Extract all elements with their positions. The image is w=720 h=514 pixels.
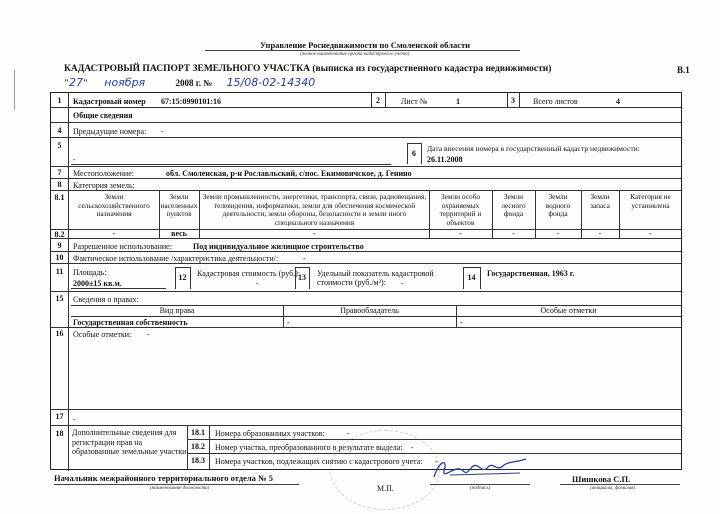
stamp-seal bbox=[330, 430, 440, 510]
position-note: (наименование должности) bbox=[150, 486, 210, 491]
permitted-use-label: Разрешенное использование: bbox=[73, 242, 172, 251]
rights-label: Сведения о правах: bbox=[73, 295, 139, 304]
actual-use-value: - bbox=[303, 254, 306, 263]
total-sheets-label: Всего листов bbox=[533, 97, 578, 106]
row-number-11: 11 bbox=[55, 267, 64, 276]
organization-name: Управление Роснедвижимости по Смоленской области bbox=[260, 40, 471, 50]
row-number-8-2: 8.2 bbox=[54, 230, 65, 239]
row-number-1: 1 bbox=[57, 96, 62, 105]
row-number-2: 2 bbox=[376, 96, 380, 105]
general-info-heading: Общие сведения bbox=[73, 111, 133, 120]
deregistered-plots-value: - bbox=[435, 457, 438, 466]
deregistered-plots-label: Номера участков, подлежащих снятию с кадастрового учета: bbox=[215, 457, 423, 466]
category-col-protected: Земли особо охраняемых территорий и объектов bbox=[439, 192, 482, 227]
registration-date-label: Дата внесения номера в государственный кадастр недвижимости: bbox=[427, 144, 640, 153]
row-number-13: 13 bbox=[298, 273, 306, 282]
category-value-water: - bbox=[556, 229, 560, 238]
sheet-code: В.1 bbox=[677, 65, 690, 75]
row-number-10: 10 bbox=[55, 253, 64, 262]
state-ownership-value: Государственная, 1963 г. bbox=[487, 269, 575, 278]
category-col-settlements: Земли населенных пунктов bbox=[160, 192, 198, 218]
formed-plots-label: Номера образованных участков: bbox=[215, 429, 325, 438]
position-underline bbox=[54, 484, 299, 485]
transformed-plot-value: - bbox=[411, 443, 414, 452]
special-notes-value: - bbox=[147, 330, 150, 339]
previous-numbers-label: Предыдущие номера: bbox=[73, 127, 147, 136]
name-note: (инициалы, фамилия) bbox=[590, 486, 636, 491]
rights-type-value: Государственная собственность bbox=[73, 318, 188, 327]
row-number-14: 14 bbox=[467, 273, 476, 282]
signature-underline bbox=[430, 484, 530, 485]
category-value-undefined: - bbox=[649, 229, 652, 238]
category-value-protected: - bbox=[459, 229, 462, 238]
row-number-8-1: 8.1 bbox=[54, 193, 65, 202]
formed-plots-value: - bbox=[347, 429, 350, 438]
location-label: Местоположение: bbox=[73, 169, 134, 178]
row-number-4: 4 bbox=[57, 126, 62, 135]
specific-cost-value: - bbox=[401, 279, 404, 288]
row-number-16: 16 bbox=[55, 329, 64, 338]
rights-col-notes: Особые отметки bbox=[540, 306, 597, 315]
date-day: 27 bbox=[69, 76, 83, 89]
land-category-label: Категория земель: bbox=[73, 181, 135, 190]
area-label: Площадь: bbox=[73, 268, 107, 277]
row-number-9: 9 bbox=[57, 241, 62, 250]
row-number-6: 6 bbox=[412, 149, 416, 158]
passport-table bbox=[50, 92, 682, 470]
actual-use-label: Фактическое использование /характеристика деятельности/: bbox=[73, 254, 279, 263]
area-value: 2000±15 кв.м. bbox=[73, 279, 122, 288]
previous-numbers-value: - bbox=[161, 127, 164, 136]
row-number-18-1: 18.1 bbox=[191, 428, 205, 437]
cadastral-number-value: 67:15:0990101:16 bbox=[161, 97, 221, 106]
page-edge-mark bbox=[14, 70, 20, 110]
category-value-industry: - bbox=[313, 229, 316, 238]
total-sheets-value: 4 bbox=[616, 97, 620, 106]
document-title: КАДАСТРОВЫЙ ПАСПОРТ ЗЕМЕЛЬНОГО УЧАСТКА (выписка из государственного кадастра недвижимости) bbox=[64, 64, 552, 74]
rights-col-holder: Правообладатель bbox=[340, 306, 399, 315]
row-number-18-3: 18.3 bbox=[191, 456, 205, 465]
row-number-18: 18 bbox=[55, 429, 64, 438]
organization-note: (полное наименование органа кадастрового учета) bbox=[300, 52, 410, 57]
row-17-value: - bbox=[73, 415, 76, 424]
transformed-plot-label: Номер участка, преобразованного в результате выдела: bbox=[215, 443, 403, 452]
date-month: ноября bbox=[104, 76, 146, 89]
signature-image bbox=[430, 455, 530, 485]
registration-date-value: 26.11.2008 bbox=[427, 155, 463, 164]
signer-position: Начальник межрайонного территориального отдела № 5 bbox=[54, 473, 273, 483]
location-value: обл. Смоленская, р-н Рославльский, с/пос. Екимовичское, д. Генино bbox=[166, 169, 412, 178]
permitted-use-value: Под индивидуальное жилищное строительство bbox=[193, 242, 364, 251]
row-number-12: 12 bbox=[178, 273, 187, 282]
specific-cost-label: Удельный показатель кадастровой стоимости (руб./м²): bbox=[317, 269, 434, 287]
category-col-water: Земли водного фонда bbox=[545, 192, 571, 218]
rights-col-type: Вид права bbox=[159, 306, 195, 315]
stamp-place-label: М.П. bbox=[377, 484, 394, 493]
date-line: "27" ноября 2008 г. № 15/08-02-14340 bbox=[64, 76, 316, 89]
category-value-agricultural: - bbox=[112, 229, 116, 238]
sheet-value: 1 bbox=[456, 97, 460, 106]
row-number-7: 7 bbox=[57, 168, 62, 177]
cadastral-number-label: Кадастровый номер bbox=[73, 97, 146, 106]
row-number-3: 3 bbox=[511, 96, 515, 105]
category-col-undefined: Категория не установлена bbox=[630, 192, 671, 210]
date-year-label: 2008 г. № bbox=[175, 78, 213, 88]
special-notes-label: Особые отметки: bbox=[73, 330, 132, 339]
category-value-reserve: - bbox=[598, 229, 602, 238]
organization-underline bbox=[205, 50, 520, 51]
sheet-label: Лист № bbox=[401, 97, 428, 106]
cadastral-cost-label: Кадастровая стоимость (руб.): bbox=[197, 269, 301, 278]
name-underline bbox=[560, 484, 680, 485]
category-col-agricultural: Земли сельскохозяйственного назначения bbox=[78, 192, 150, 218]
category-col-industry: Земли промышленности, энергетики, транспорта, связи, радиовещания, телевидения, информатики, земли для обеспечения космической деятельности, земли обороны, безопасности и земли иного специального назначения bbox=[202, 192, 427, 227]
row-number-5: 5 bbox=[57, 141, 62, 150]
row-number-18-2: 18.2 bbox=[191, 442, 205, 451]
signer-name: Шишкова С.П. bbox=[572, 474, 631, 484]
category-col-reserve: Земли запаса bbox=[590, 192, 610, 210]
document-number: 15/08-02-14340 bbox=[226, 76, 316, 89]
row-number-8: 8 bbox=[57, 180, 62, 189]
cadastral-cost-value: - bbox=[256, 279, 259, 288]
category-value-forest: - bbox=[512, 229, 515, 238]
rights-holder-value: - bbox=[287, 318, 290, 327]
category-col-forest: Земли лесного фонда bbox=[501, 192, 526, 218]
rights-notes-value: - bbox=[460, 318, 463, 327]
additional-info-label: Дополнительные сведения для регистрации прав на образованные земельные участки bbox=[72, 428, 187, 456]
category-value-settlements: весь bbox=[171, 229, 187, 238]
row-5-value: - bbox=[73, 155, 76, 164]
row-number-17: 17 bbox=[55, 412, 64, 421]
row-number-15: 15 bbox=[55, 294, 64, 303]
signature-note: (подпись) bbox=[470, 486, 491, 491]
